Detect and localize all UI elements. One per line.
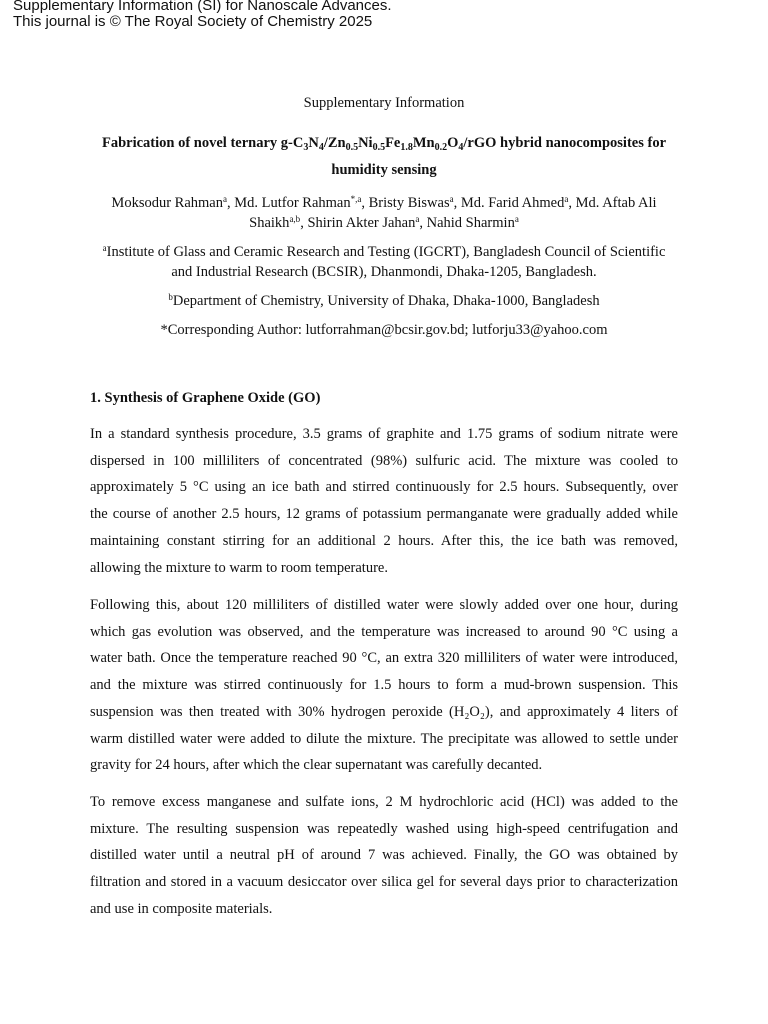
paragraph-line: In a standard synthesis procedure, 3.5 grams of graphite and 1.75 grams of sodium nitrate were [90,426,678,442]
section-heading: 1. Synthesis of Graphene Oxide (GO) [90,390,321,406]
author-line-1 [90,193,678,213]
title-sub: 3 [303,142,309,153]
paragraph-line: and use in composite materials. [90,900,273,917]
title-seg: Fe [385,135,401,151]
paragraph-line: suspension was then treated with 30% hydrogen peroxide (H₂O₂), and approximately 4 liters of [90,703,678,720]
paragraph-line: To remove excess manganese and sulfate ions, 2 M hydrochloric acid (HCl) was added to the [90,794,678,810]
paragraph-line: gravity for 24 hours, after which the clear supernatant was carefully decanted. [90,757,543,774]
paragraph-line: mixture. The resulting suspension was repeatedly washed using high-speed centrifugation and [90,820,678,837]
affiliation-a [90,242,678,282]
title-seg: O [447,135,459,151]
corresponding-author: *Corresponding Author: lutforrahman@bcsir.gov.bd; lutforju33@yahoo.com [160,322,608,338]
title-sub: 0.5 [345,142,359,153]
title-seg: Mn [412,135,435,151]
author-name: Bristy Biswas [368,195,450,211]
author-list [90,193,678,233]
author-separator: , [361,195,369,211]
author-name: Moksodur Rahman [111,195,223,211]
paragraph-1 [90,421,678,581]
affiliation-a-line-1 [90,242,678,262]
paper-title-line-1 [90,130,678,157]
paragraph-line: the course of another 2.5 hours, 12 grams of potassium permanganate were gradually added while [90,506,678,523]
author-separator: , [300,215,308,231]
journal-header [13,0,392,30]
title-seg: /rGO hybrid nanocomposites for [463,135,667,151]
paragraph-line: distilled water until a neutral pH of around 7 was achieved. Finally, the GO was obtained by [90,847,678,864]
author-name: Md. Farid Ahmed [460,195,565,211]
author-affil-sup: a [514,214,519,224]
journal-header-line-1: Supplementary Information (SI) for Nanoscale Advances. [13,0,392,14]
affiliation-b [90,291,678,311]
author-line-2 [90,213,678,233]
affiliation-a-line-2: and Industrial Research (BCSIR), Dhanmondi, Dhaka-1205, Bangladesh. [171,264,597,280]
affiliation-a-text: Institute of Glass and Ceramic Research and Testing (IGCRT), Bangladesh Council of Scientific [106,244,666,260]
title-seg: Ni [358,135,373,151]
title-seg: N [308,135,319,151]
paragraph-line: allowing the mixture to warm to room temperature. [90,559,388,576]
title-seg: Fabrication of novel ternary g-C [101,135,304,151]
title-sub: 1.8 [400,142,413,153]
author-name: Shaikh [249,215,290,231]
si-label: Supplementary Information [303,95,465,111]
affiliation-a-marker: a [102,243,107,253]
paper-title-line-2: humidity sensing [331,162,437,178]
journal-header-line-2: This journal is © The Royal Society of Chemistry 2025 [13,13,373,30]
paragraph-2 [90,592,678,779]
paragraph-line: maintaining constant stirring for an additional 2 hours. After this, the ice bath was removed, [90,532,678,549]
paragraph-line: and the mixture was stirred continuously for 1.5 hours to form a mud-brown suspension. This [90,677,678,694]
author-name: Nahid Sharmin [426,215,515,231]
affiliation-b-text: Department of Chemistry, University of Dhaka, Dhaka-1000, Bangladesh [172,293,600,309]
author-name: Shirin Akter Jahan [307,215,416,231]
title-sub: 0.2 [434,142,448,153]
title-sub: 4 [458,142,464,153]
author-name: Md. Lutfor Rahman [234,195,351,211]
author-separator: , [226,195,235,211]
title-sub: 4 [318,142,324,153]
author-affil-sup: a [222,194,227,204]
author-separator: , [453,195,461,211]
affiliation-b-marker: b [168,292,173,302]
paragraph-line: filtration and stored in a vacuum desiccator over silica gel for several days prior to characterization [90,874,678,891]
paragraph-line: dispersed in 100 milliliters of concentrated (98%) sulfuric acid. The mixture was cooled to [90,452,678,469]
paragraph-3 [90,789,678,923]
paper-title [90,130,678,184]
title-seg: /Zn [323,135,346,151]
author-affil-sup: a [564,194,569,204]
paragraph-line: approximately 5 °C using an ice bath and stirred continuously for 2.5 hours. Subsequently, over [90,479,678,496]
paragraph-line: which gas evolution was observed, and the temperature was increased to around 90 °C using a [90,623,678,640]
author-affil-sup: a [415,214,420,224]
title-sub: 0.5 [372,142,386,153]
author-name: Md. Aftab Ali [575,195,657,211]
author-affil-sup: a [449,194,454,204]
author-affil-sup: *,a [350,194,362,204]
paragraph-line: water bath. Once the temperature reached 90 °C, an extra 320 milliliters of water were introduced, [90,650,678,667]
author-affil-sup: a,b [289,214,301,224]
author-separator: , [568,195,576,211]
author-separator: , [419,215,427,231]
paragraph-line: Following this, about 120 milliliters of distilled water were slowly added over one hour, during [90,597,678,613]
paragraph-line: warm distilled water were added to dilute the mixture. The precipitate was allowed to settle under [90,730,678,747]
